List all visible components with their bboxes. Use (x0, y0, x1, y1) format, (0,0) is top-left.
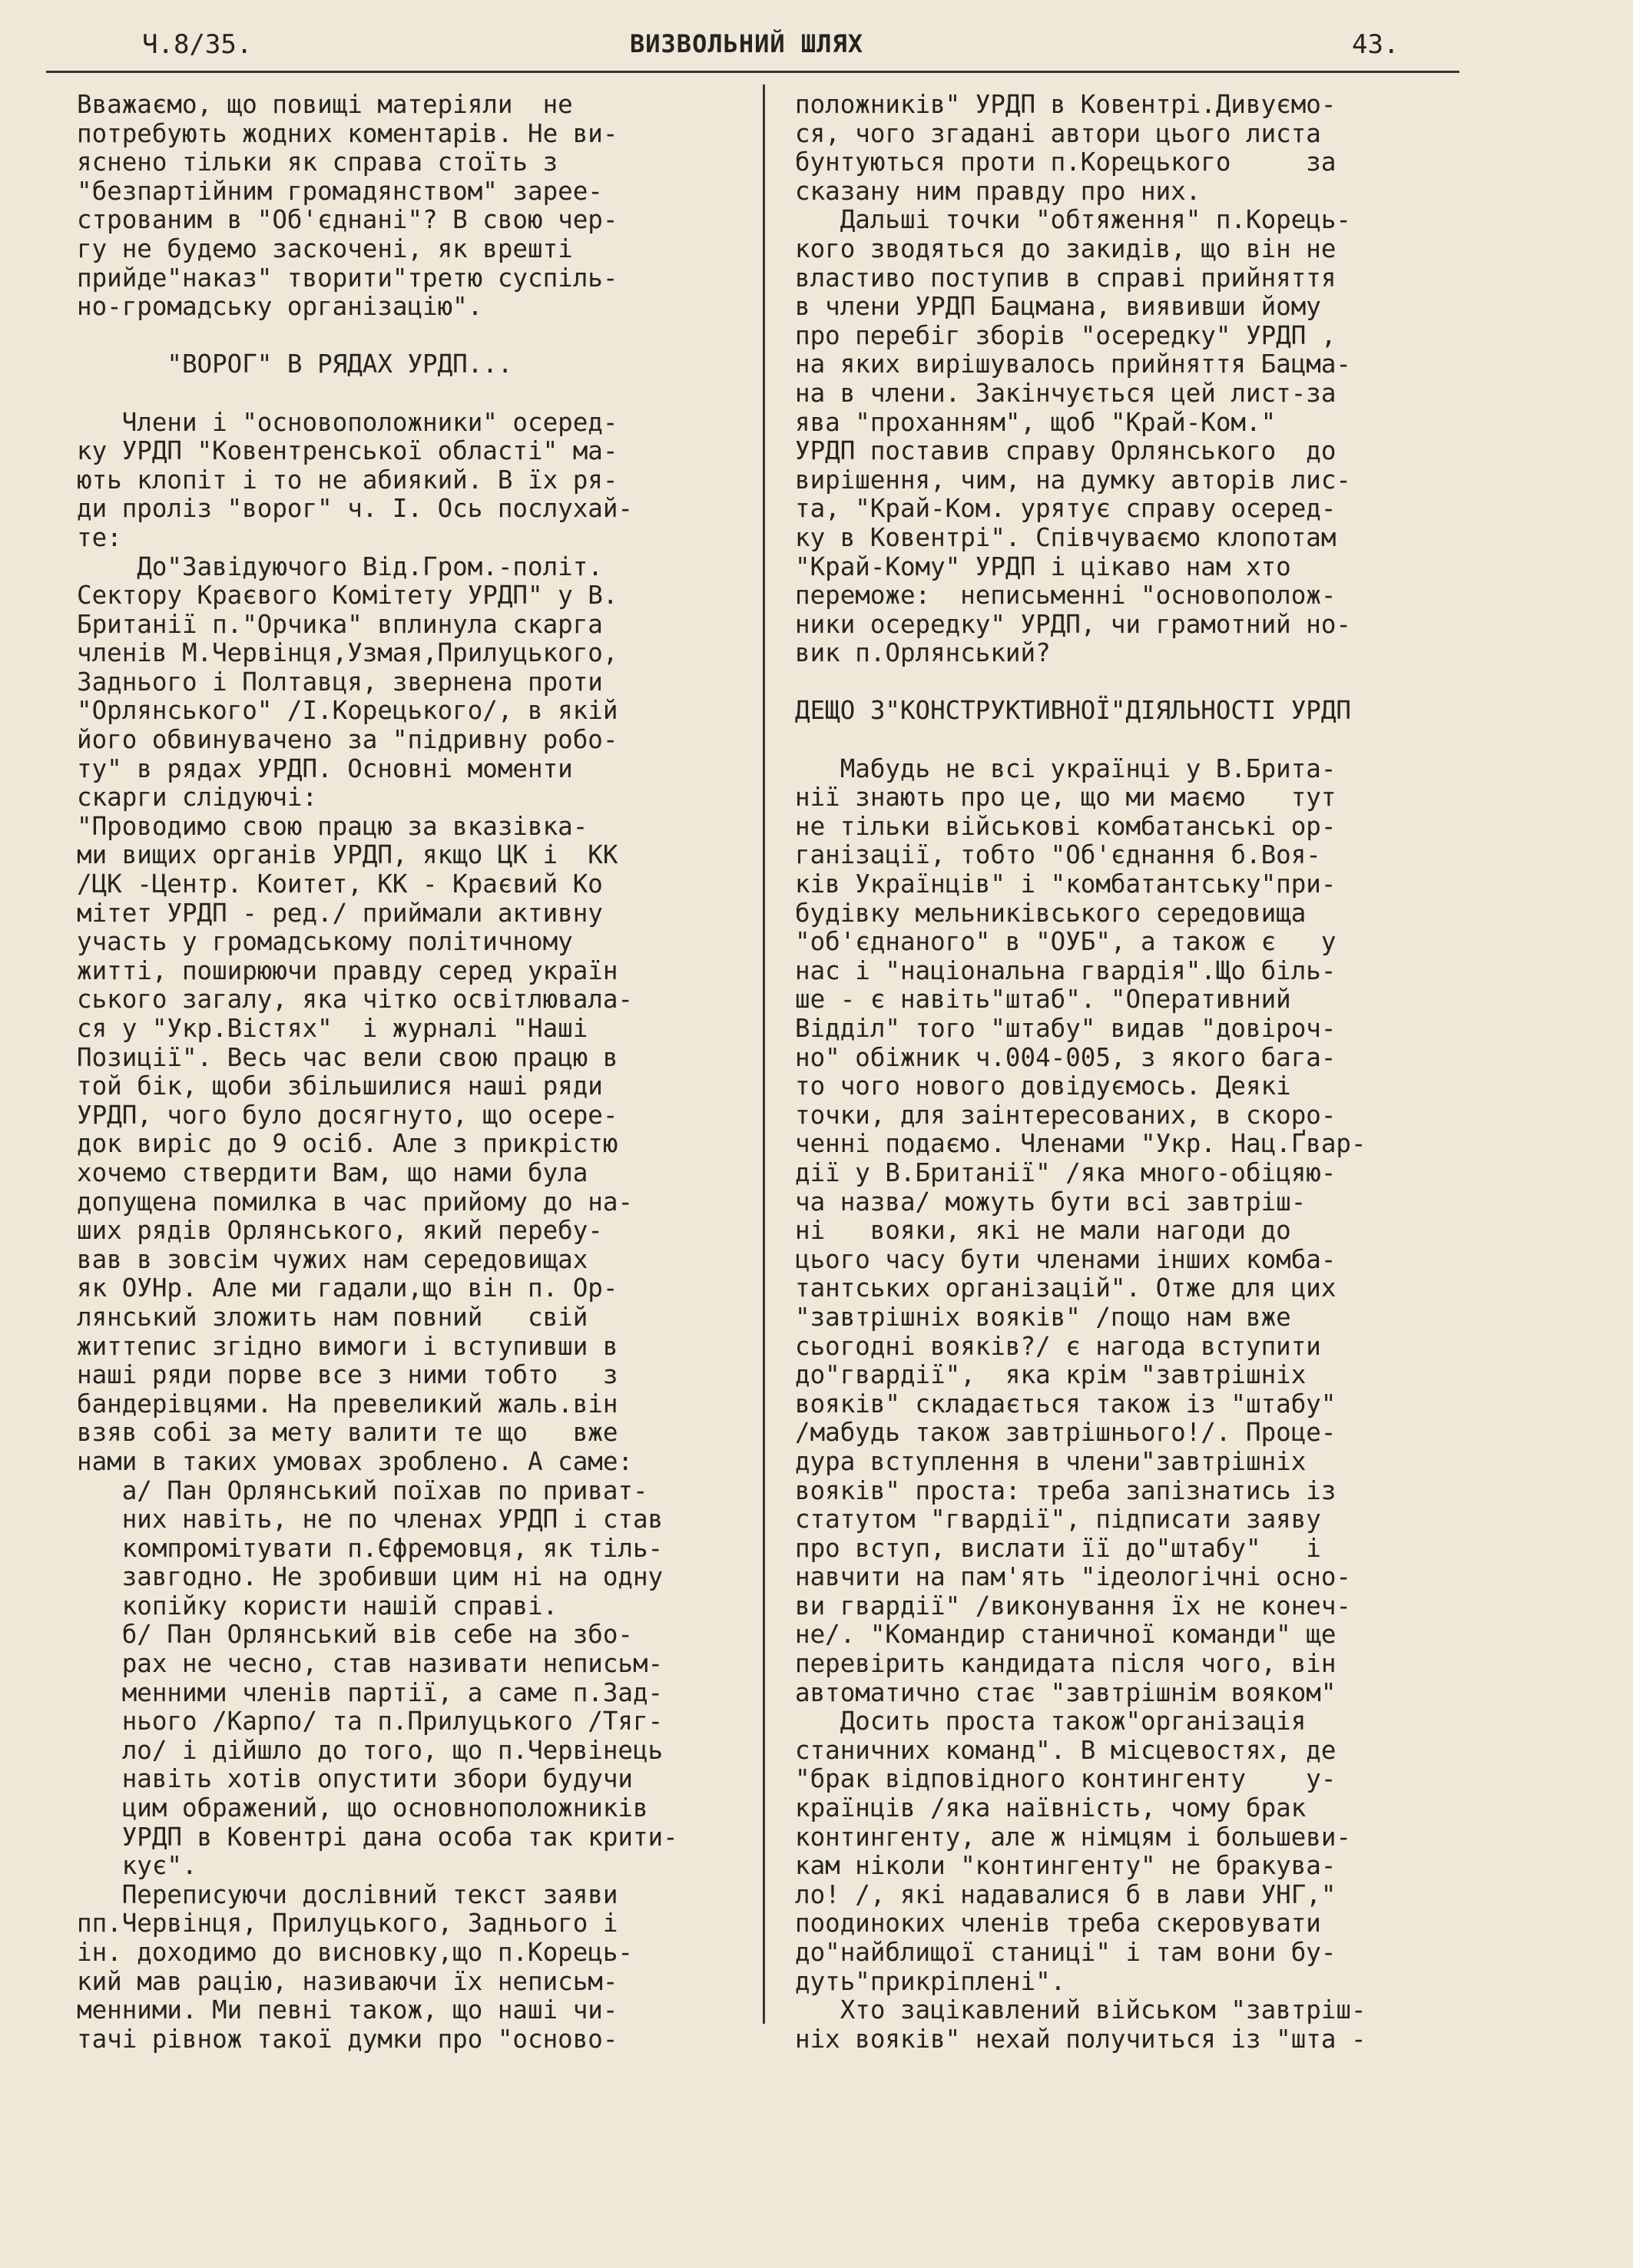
text-line: ших рядів Орлянського, який перебу- (77, 1216, 603, 1246)
text-line: на яких вирішувалось прийняття Бацма- (795, 349, 1351, 379)
text-line: ганізації, тобто "Об'єднання б.Воя- (795, 840, 1321, 870)
text-line: нії знають про це, що ми маємо тут (795, 783, 1337, 813)
text-line: "брак відповідного контингенту у- (795, 1764, 1337, 1794)
text-line: ку УРДП "Ковентренської області" ма- (77, 436, 618, 466)
text-line: ДЕЩО З"КОНСТРУКТИВНОЇ"ДІЯЛЬНОСТІ УРДП (795, 696, 1351, 726)
text-line: вав в зовсім чужих нам середовищах (77, 1244, 588, 1274)
text-line: житті, поширюючи правду серед україн (77, 955, 618, 985)
text-line: ського загалу, яка чітко освітлювала- (77, 985, 633, 1015)
text-line: кам ніколи "контингенту" не бракува- (795, 1851, 1337, 1881)
text-line: менними членів партії, а саме п.Зад- (77, 1677, 664, 1707)
text-line: не/. "Командир станичної команди" ще (795, 1620, 1337, 1650)
text-line: про вступ, вислати її до"штабу" і (795, 1533, 1321, 1563)
text-line: кує". (77, 1851, 197, 1881)
text-line: "Орлянського" /І.Корецького/, в якій (77, 696, 618, 726)
text-line: дура вступлення в члени"завтрішніх (795, 1446, 1307, 1476)
column-divider (763, 84, 765, 2024)
left-column (77, 91, 753, 2054)
text-line: рах не чесно, став називати неписьм- (77, 1649, 664, 1679)
text-line: б/ Пан Орлянський вів себе на збо- (77, 1620, 633, 1650)
text-line: ін. доходимо до висновку,що п.Корець- (77, 1938, 633, 1967)
text-line: ди проліз "ворог" ч. І. Ось послухай- (77, 494, 633, 524)
text-line: вик п.Орлянський? (795, 638, 1051, 668)
issue-number: Ч.8/35. (142, 29, 253, 60)
header-rule (46, 71, 1459, 73)
text-line: про перебіг зборів "осередку" УРДП , (795, 320, 1337, 350)
text-line: до"гвардії", яка крім "завтрішніх (795, 1360, 1307, 1390)
text-line: Хто зацікавлений військом "завтріш- (795, 1995, 1366, 2025)
text-line: ми вищих органів УРДП, якщо ЦК і КК (77, 840, 618, 870)
right-column (795, 91, 1471, 2054)
text-line: хочемо ствердити Вам, що нами була (77, 1157, 588, 1187)
text-line: док виріс до 9 осіб. Але з прикрістю (77, 1129, 618, 1159)
text-line: до"найблищої станиці" і там вони бу- (795, 1938, 1337, 1967)
page-header (46, 22, 1429, 60)
text-line (795, 726, 1471, 755)
text-line: його обвинувачено за "підривну робо- (77, 725, 618, 755)
text-line: ні вояки, які не мали нагоди до (795, 1216, 1291, 1246)
text-line: навчити на пам'ять "ідеологічні осно- (795, 1562, 1351, 1592)
text-line: той бік, щоби збільшилися наші ряди (77, 1071, 603, 1101)
text-line: те: (77, 522, 122, 552)
text-line: строваним в "Об'єднані"? В свою чер- (77, 205, 618, 235)
text-line: положників" УРДП в Ковентрі.Дивуємо- (795, 90, 1337, 119)
text-line: сьогодні вояків?/ є нагода вступити (795, 1331, 1321, 1361)
text-line: не тільки військові комбатанські ор- (795, 811, 1337, 841)
text-line: Позиції". Весь час вели свою працю в (77, 1042, 618, 1072)
text-line: ся, чого згадані автори цього листа (795, 118, 1321, 148)
text-line: ше - є навіть"штаб". "Оперативний (795, 985, 1291, 1015)
text-line: нього /Карпо/ та п.Прилуцького /Тяг- (77, 1707, 664, 1737)
text-line: на в члени. Закінчується цей лист-за (795, 378, 1337, 408)
text-line: Відділ" того "штабу" видав "довірoч- (795, 1014, 1337, 1043)
text-line: ченні подаємо. Членами "Укр. Нац.Ґвар- (795, 1129, 1366, 1159)
text-line: но-громадську організацію". (77, 292, 483, 322)
text-line: "завтрішніх вояків" /пощо нам вже (795, 1302, 1291, 1332)
text-line: ся у "Укр.Вістях" і журналі "Наші (77, 1014, 588, 1043)
text-line: кий мав рацію, називаючи їх неписьм- (77, 1966, 618, 1996)
text-line: Сектору Краєвого Комітету УРДП" у В. (77, 581, 618, 611)
text-line: "об'єднаного" в "ОУБ", а також є у (795, 927, 1337, 957)
text-line: допущена помилка в час прийому до на- (77, 1187, 633, 1217)
text-line: ники осередку" УРДП, чи грамотний но- (795, 609, 1351, 639)
text-line: лянський зложить нам повний свій (77, 1302, 588, 1332)
text-line: поодиноких членів треба скеровувати (795, 1909, 1321, 1939)
text-line: станичних команд". В місцевостях, де (795, 1735, 1337, 1765)
text-line: ча назва/ можуть бути всі завтріш- (795, 1187, 1307, 1217)
text-line (77, 322, 753, 351)
text-line: ніх вояків" нехай получиться із "шта - (795, 2024, 1366, 2054)
text-line: тантських організацій". Отже для цих (795, 1273, 1337, 1303)
text-line: УРДП, чого було досягнуто, що осере- (77, 1100, 618, 1130)
text-line: скарги слідуючі: (77, 783, 318, 813)
text-line: дії у В.Британії" /яка много-обіцяю- (795, 1157, 1337, 1187)
text-line: будівку мельниківського середовища (795, 898, 1307, 928)
text-line: ків Українців" і "комбатантську"при- (795, 869, 1337, 899)
text-line: УРДП в Ковентрі дана особа так крити- (77, 1822, 678, 1852)
text-line: в члени УРДП Бацмана, виявивши йому (795, 292, 1321, 322)
text-line: автоматично стає "завтрішнім вояком" (795, 1677, 1337, 1707)
text-line: дуть"прикріплені". (795, 1966, 1066, 1996)
text-line: членів М.Червінця,Узмая,Прилуцького, (77, 638, 618, 668)
text-line: Мабудь не всі українці у В.Брита- (795, 753, 1337, 783)
text-line: ло/ і дійшло до того, що п.Червінець (77, 1735, 664, 1765)
text-line: До"Завідуючого Від.Гром.-політ. (77, 551, 603, 581)
text-line: "безпартійним громадянством" зарее- (77, 176, 603, 206)
text-line: та, "Край-Ком. урятує справу осеред- (795, 494, 1337, 524)
text-line: ють клопіт і то не абиякий. В їх ря- (77, 465, 618, 495)
text-line: бунтуються проти п.Корецького за (795, 147, 1337, 177)
text-line: завгодно. Не зробивши цим ні на одну (77, 1562, 664, 1592)
text-line: цим ображений, що основноположників (77, 1793, 648, 1823)
text-line: прийде"наказ" творити"третю суспіль- (77, 263, 618, 293)
text-line: компромітувати п.Єфремовця, як тіль- (77, 1533, 664, 1563)
text-line: статутом "гвардії", підписати заяву (795, 1505, 1321, 1535)
text-line: як ОУНр. Але ми гадали,що він п. Ор- (77, 1273, 618, 1303)
text-line: "Проводимо свою працю за вказівка- (77, 811, 588, 841)
text-line: /мабудь також завтрішнього!/. Проце- (795, 1418, 1337, 1448)
text-line: менними. Ми певні також, що наші чи- (77, 1995, 618, 2025)
text-line: вирішення, чим, на думку авторів лис- (795, 465, 1351, 495)
text-line: Досить проста також"організація (795, 1707, 1307, 1737)
text-line: Британії п."Орчика" вплинула скарга (77, 609, 603, 639)
text-line: ку в Ковентрі". Співчуваємо клопотам (795, 522, 1337, 552)
text-line: контингенту, але ж німцям і большеви- (795, 1822, 1351, 1852)
journal-title: ВИЗВОЛЬНИЙ ШЛЯХ (630, 29, 863, 58)
text-line: нами в таких умовах зроблено. А саме: (77, 1446, 633, 1476)
text-line: "ВОРОГ" В РЯДАХ УРДП... (77, 349, 513, 379)
text-line: кого зводяться до закидів, що він не (795, 233, 1337, 263)
text-line: ту" в рядах УРДП. Основні моменти (77, 753, 573, 783)
text-line: них навіть, не по членах УРДП і став (77, 1505, 664, 1535)
text-line: пп.Червінця, Прилуцького, Заднього і (77, 1909, 618, 1939)
text-line: "Край-Кому" УРДП і цікаво нам хто (795, 551, 1291, 581)
text-line: ло! /, які надавалися б в лави УНГ," (795, 1879, 1337, 1909)
text-line: вояків" складається також із "штабу" (795, 1389, 1337, 1419)
text-line: Члени і "основоположники" осеред- (77, 407, 618, 437)
text-line: країнців /яка наївність, чому брак (795, 1793, 1307, 1823)
text-line: тачі рівнож такої думки про "осново- (77, 2024, 618, 2054)
text-line: навіть хотів опустити збори будучи (77, 1764, 633, 1794)
text-line: Вважаємо, що повищі матеріяли не (77, 90, 573, 119)
text-line: потребують жодних коментарів. Не ви- (77, 118, 618, 148)
text-line: ви гвардії" /виконування їх не конеч- (795, 1591, 1351, 1621)
text-line: Заднього і Полтавця, звернена проти (77, 667, 603, 697)
text-line: УРДП поставив справу Орлянського до (795, 436, 1337, 466)
page-number: 43. (1352, 29, 1399, 60)
text-line: ява "проханням", щоб "Край-Ком." (795, 407, 1277, 437)
text-line: Дальші точки "обтяження" п.Корець- (795, 205, 1351, 235)
text-line: взяв собі за мету валити те що вже (77, 1418, 618, 1448)
text-line: гу не будемо заскочені, як врешті (77, 233, 573, 263)
text-line: переможе: неписьменні "основополож- (795, 581, 1337, 611)
text-line: бандерівцями. На превеликий жаль.він (77, 1389, 618, 1419)
text-line (77, 379, 753, 409)
text-line: властиво поступив в справі прийняття (795, 263, 1337, 293)
text-line: участь у громадському політичному (77, 927, 573, 957)
text-line: цього часу бути членами інших комба- (795, 1244, 1337, 1274)
text-line: то чого нового довідуємось. Деякі (795, 1071, 1291, 1101)
text-line: копійку користи нашій справі. (77, 1591, 558, 1621)
text-line: Переписуючи дослівний текст заяви (77, 1879, 618, 1909)
text-line (795, 668, 1471, 697)
text-line: наші ряди порве все з ними тобто з (77, 1360, 618, 1390)
text-line: но" обіжник ч.004-005, з якого бага- (795, 1042, 1337, 1072)
text-line: мітет УРДП - ред./ приймали активну (77, 898, 603, 928)
text-line: а/ Пан Орлянський поїхав по приват- (77, 1475, 648, 1505)
text-line: /ЦК -Центр. Коитет, КК - Краєвий Ко (77, 869, 603, 899)
text-line: точки, для заінтересованих, в скоро- (795, 1100, 1337, 1130)
text-line: вояків" проста: треба запізнатись із (795, 1475, 1337, 1505)
text-line: життепис згідно вимоги і вступивши в (77, 1331, 618, 1361)
text-line: нас і "національна гвардія".Що біль- (795, 955, 1337, 985)
text-line: яснено тільки як справа стоїть з (77, 147, 558, 177)
text-line: перевірить кандидата після чого, він (795, 1649, 1337, 1679)
text-line: сказану ним правду про них. (795, 176, 1201, 206)
